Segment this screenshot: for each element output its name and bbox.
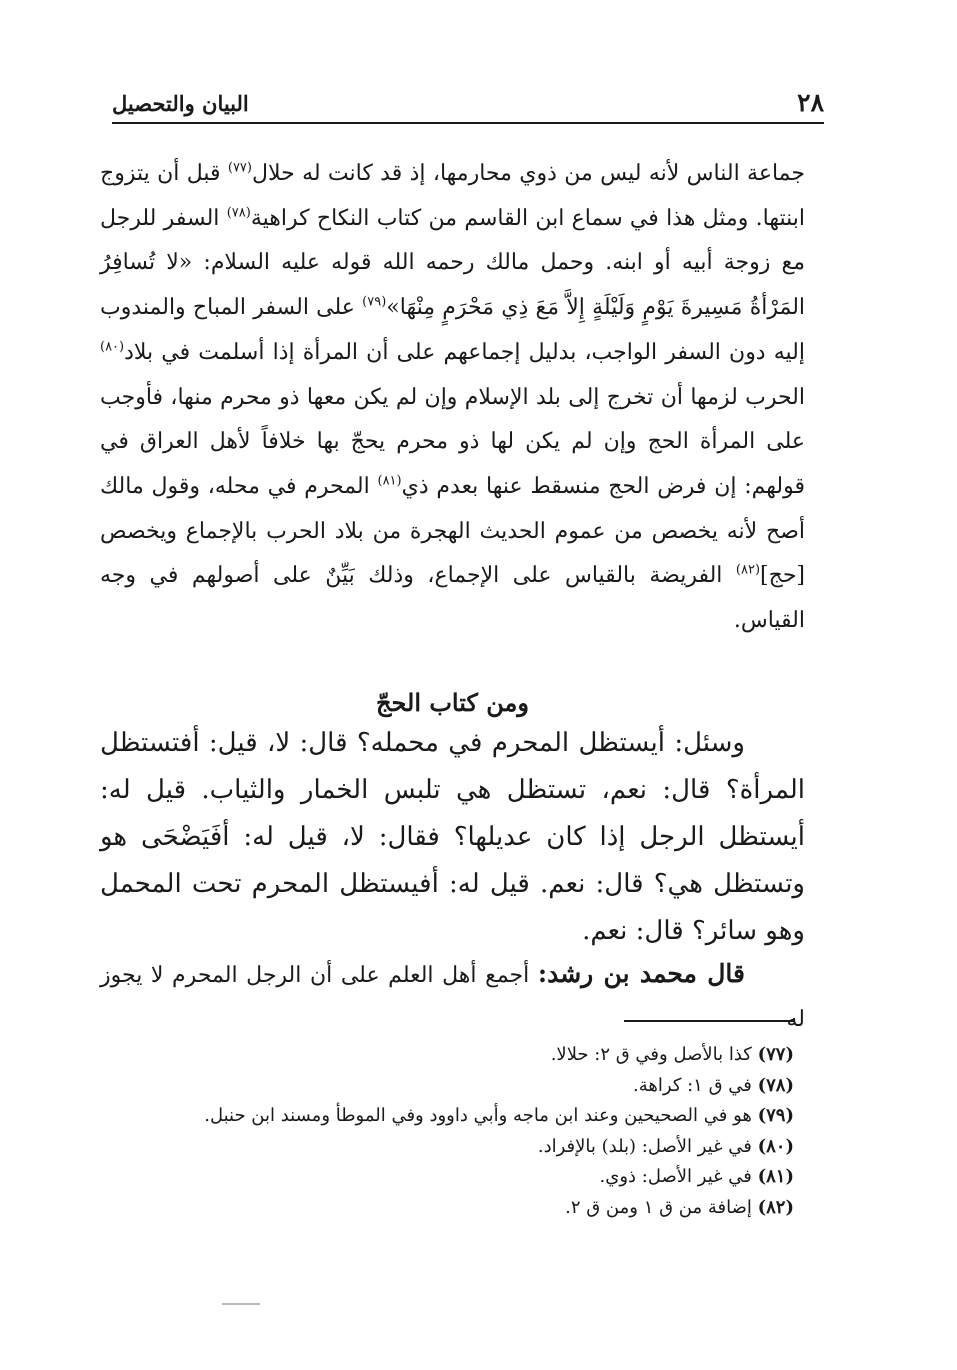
section-heading: ومن كتاب الحجّ xyxy=(376,687,529,717)
masala-paragraph xyxy=(100,720,805,955)
footnote-number: (٨٠) xyxy=(757,1135,794,1157)
footnote-ref-79[interactable]: (٧٩) xyxy=(362,294,387,310)
intro-text-4: على السفر المباح والمندوب إليه دون السفر الواجب، بدليل إجماعهم على أن المرأة إذا أسلمت في بلاد xyxy=(100,295,805,365)
header-rule xyxy=(112,122,824,124)
footnote-item xyxy=(100,1101,794,1132)
masala-text: وسئل: أيستظل المحرم في محمله؟ قال: لا، قيل: أفتستظل المرأة؟ قال: نعم، تستظل هي تلبس الخمار والثياب. قيل له: أيستظل الرجل إذا كان عديلها؟ فقال: لا، قيل له: أفَيَضْحَى هو وتستظل هي؟ قال: نعم. قيل له: أفيستظل المحرم تحت المحمل وهو سائر؟ قال: نعم. xyxy=(100,728,805,946)
footnote-separator xyxy=(624,1020,794,1022)
intro-text-2: قبل أن يتزوج ابنتها. ومثل هذا في سماع ابن القاسم من كتاب النكاح كراهية xyxy=(100,161,805,231)
commentary-paragraph xyxy=(100,952,805,1042)
book-title: البيان والتحصيل xyxy=(112,91,249,116)
footnote-item xyxy=(100,1193,794,1224)
footnote-ref-77[interactable]: (٧٧) xyxy=(227,160,252,176)
footnotes-list xyxy=(100,1040,794,1223)
intro-text-7: الفريضة بالقياس على الإجماع، وذلك بَيِّنٌ على أصولهم في وجه القياس. xyxy=(100,563,805,634)
footnote-text: في غير الأصل: (بلد) بالإفراد. xyxy=(537,1135,758,1157)
intro-text-1: جماعة الناس لأنه ليس من ذوي محارمها، إذ قد كانت له حلال xyxy=(252,161,805,186)
intro-text-3: السفر للرجل مع زوجة أبيه أو ابنه. وحمل مالك رحمه الله قوله عليه السلام: «لا تُسافِرُ المَرْأةُ مَسِيرةَ يَوْمٍ وَلَيْلَةٍ إِلاَّ مَعَ ذِي مَحْرَمٍ مِنْهَا» xyxy=(100,205,806,321)
footnote-text: كذا بالأصل وفي ق ٢: حلالا. xyxy=(550,1044,758,1065)
footnote-number: (٧٩) xyxy=(757,1105,794,1126)
footnote-text: هو في الصحيحين وعند ابن ماجه وأبي داوود وفي الموطأ ومسند ابن حنبل. xyxy=(204,1105,758,1126)
footnote-ref-82[interactable]: (٨٢) xyxy=(735,563,761,578)
running-head xyxy=(112,84,824,124)
footnote-ref-80[interactable]: (٨٠) xyxy=(100,339,125,355)
footnote-number: (٨١) xyxy=(757,1166,794,1187)
intro-text-6: المحرم في محله، وقول مالك أصح لأنه يخصص من عموم الحديث الهجرة من بلاد الحرب بالإجماع ويخصص [حج] xyxy=(100,473,805,589)
footnote-item xyxy=(100,1040,794,1071)
footnote-item xyxy=(100,1162,794,1193)
intro-paragraph xyxy=(100,152,805,644)
footnote-item xyxy=(100,1071,794,1102)
footnote-number: (٨٢) xyxy=(757,1196,794,1218)
page-number: ٢٨ xyxy=(797,88,824,117)
footnote-text: إضافة من ق ١ ومن ق ٢. xyxy=(565,1196,758,1218)
footnote-ref-81[interactable]: (٨١) xyxy=(377,473,402,489)
commentary-speaker: قال محمد بن رشد: xyxy=(537,959,745,988)
footnote-number: (٧٨) xyxy=(757,1074,794,1096)
footnote-text: في غير الأصل: ذوي. xyxy=(599,1166,758,1187)
intro-text-5: الحرب لزمها أن تخرج إلى بلد الإسلام وإن لم يكن معها ذو محرم منها، فأوجب على المرأة الحج وإن لم يكن لها ذو محرم يحجّ بها خلافاً لأهل العراق في قولهم: إن فرض الحج منسقط عنها بعدم ذي xyxy=(100,384,806,499)
scan-artifact xyxy=(222,1303,260,1305)
commentary-text: أجمع أهل العلم على أن الرجل المحرم لا يجوز له xyxy=(100,963,805,1032)
footnote-text: في ق ١: كراهة. xyxy=(633,1074,758,1096)
footnote-item xyxy=(100,1132,794,1163)
footnote-ref-78[interactable]: (٧٨) xyxy=(226,205,251,221)
footnote-number: (٧٧) xyxy=(757,1044,794,1065)
